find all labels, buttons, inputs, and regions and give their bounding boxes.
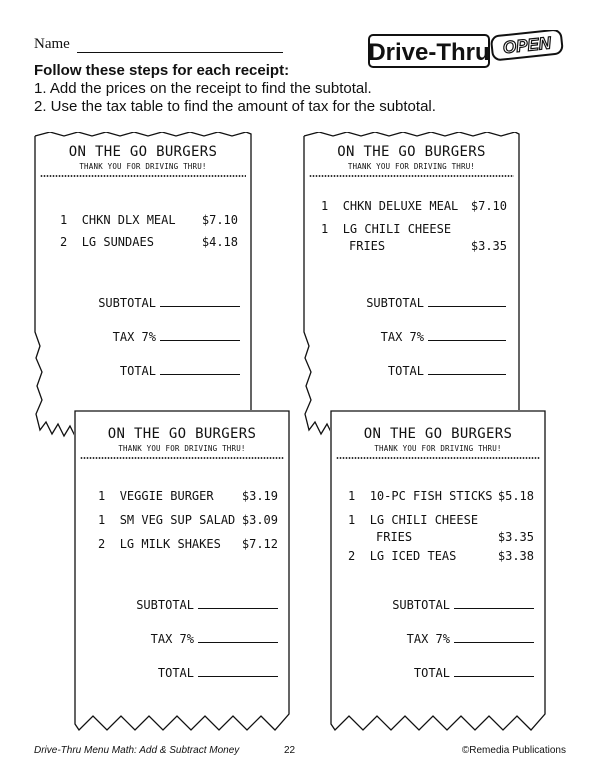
item-name: LG MILK SHAKES bbox=[119, 537, 221, 551]
item-qty: 2 bbox=[98, 537, 106, 551]
footer-title: Drive-Thru Menu Math: Add & Subtract Money bbox=[34, 745, 240, 756]
receipt-item bbox=[348, 548, 534, 565]
tax-field[interactable] bbox=[407, 632, 534, 646]
item-name-cont: FRIES bbox=[376, 530, 413, 544]
page-number: 22 bbox=[284, 745, 296, 756]
item-qty: 1 bbox=[98, 489, 106, 503]
receipt-divider bbox=[80, 456, 284, 460]
receipt-3 bbox=[74, 410, 290, 732]
receipt-divider bbox=[336, 456, 540, 460]
item-name: CHKN DLX MEAL bbox=[81, 213, 176, 227]
item-qty: 1 bbox=[321, 222, 329, 236]
item-name: CHKN DELUXE MEAL bbox=[342, 199, 459, 213]
item-qty: 2 bbox=[60, 235, 68, 249]
item-qty: 1 bbox=[98, 513, 106, 527]
tax-label: TAX 7% bbox=[406, 632, 450, 646]
receipt-title: ON THE GO BURGERS bbox=[107, 426, 257, 442]
logo-open-badge: OPEN bbox=[501, 33, 552, 58]
receipt-2 bbox=[303, 132, 520, 446]
instructions bbox=[34, 62, 574, 116]
receipt-item bbox=[60, 234, 238, 251]
total-field[interactable] bbox=[388, 364, 506, 378]
tax-field[interactable] bbox=[113, 330, 240, 344]
receipt-divider bbox=[309, 174, 514, 178]
total-label: TOTAL bbox=[119, 364, 156, 378]
receipt-item bbox=[321, 221, 507, 255]
receipt-item bbox=[348, 512, 534, 546]
subtotal-field[interactable] bbox=[366, 296, 506, 310]
item-name: LG CHILI CHEESE bbox=[369, 513, 479, 527]
receipt-thanks: THANK YOU FOR DRIVING THRU! bbox=[347, 162, 476, 171]
name-label: Name bbox=[34, 36, 70, 52]
name-blank[interactable] bbox=[77, 52, 283, 53]
item-qty: 2 bbox=[348, 549, 356, 563]
total-label: TOTAL bbox=[413, 666, 450, 680]
receipt-thanks: THANK YOU FOR DRIVING THRU! bbox=[118, 444, 246, 453]
receipt-4 bbox=[330, 410, 546, 732]
receipt-item bbox=[60, 212, 238, 229]
receipt-paper bbox=[34, 132, 252, 446]
item-name: LG SUNDAES bbox=[81, 235, 154, 249]
subtotal-field[interactable] bbox=[98, 296, 240, 310]
item-price: $3.35 bbox=[470, 239, 507, 253]
tax-label: TAX 7% bbox=[112, 330, 156, 344]
tax-field[interactable] bbox=[381, 330, 506, 344]
subtotal-label: SUBTOTAL bbox=[392, 598, 450, 612]
subtotal-label: SUBTOTAL bbox=[98, 296, 156, 310]
item-name: LG ICED TEAS bbox=[369, 549, 457, 563]
subtotal-field[interactable] bbox=[136, 598, 278, 612]
receipt-title: ON THE GO BURGERS bbox=[337, 144, 486, 160]
footer-publisher: ©Remedia Publications bbox=[461, 745, 566, 756]
item-price: $3.19 bbox=[241, 489, 278, 503]
total-label: TOTAL bbox=[157, 666, 194, 680]
item-price: $4.18 bbox=[201, 235, 238, 249]
instruction-step-2: 2. Use the tax table to find the amount of tax for the subtotal. bbox=[34, 98, 436, 115]
tax-label: TAX 7% bbox=[150, 632, 194, 646]
item-price: $3.38 bbox=[497, 549, 534, 563]
instructions-heading: Follow these steps for each receipt: bbox=[34, 62, 290, 79]
total-label: TOTAL bbox=[387, 364, 424, 378]
tax-label: TAX 7% bbox=[380, 330, 424, 344]
item-name: LG CHILI CHEESE bbox=[342, 222, 452, 236]
item-qty: 1 bbox=[60, 213, 68, 227]
item-price: $7.10 bbox=[201, 213, 238, 227]
receipt-item bbox=[348, 488, 534, 505]
receipt-item bbox=[98, 536, 278, 553]
item-qty: 1 bbox=[321, 199, 329, 213]
receipt-thanks: THANK YOU FOR DRIVING THRU! bbox=[79, 162, 207, 171]
item-qty: 1 bbox=[348, 489, 356, 503]
item-price: $3.35 bbox=[497, 530, 534, 544]
receipt-item bbox=[321, 198, 507, 215]
item-price: $5.18 bbox=[497, 489, 534, 503]
receipt-divider bbox=[40, 174, 246, 178]
logo-text: Drive-Thru bbox=[368, 39, 490, 66]
receipt-item bbox=[98, 488, 278, 505]
total-field[interactable] bbox=[120, 364, 240, 378]
item-price: $7.10 bbox=[470, 199, 507, 213]
total-field[interactable] bbox=[158, 666, 278, 680]
tax-field[interactable] bbox=[151, 632, 278, 646]
item-name: 10-PC FISH STICKS bbox=[369, 489, 493, 503]
subtotal-label: SUBTOTAL bbox=[366, 296, 424, 310]
receipt-paper bbox=[303, 132, 520, 446]
subtotal-field[interactable] bbox=[392, 598, 534, 612]
item-price: $3.09 bbox=[241, 513, 278, 527]
item-qty: 1 bbox=[348, 513, 356, 527]
receipt-title: ON THE GO BURGERS bbox=[363, 426, 513, 442]
receipt-1 bbox=[34, 132, 252, 446]
receipt-title: ON THE GO BURGERS bbox=[68, 144, 218, 160]
item-name-cont: FRIES bbox=[349, 239, 386, 253]
item-name: VEGGIE BURGER bbox=[119, 489, 214, 503]
subtotal-label: SUBTOTAL bbox=[136, 598, 194, 612]
item-price: $7.12 bbox=[241, 537, 278, 551]
total-field[interactable] bbox=[414, 666, 534, 680]
instruction-step-1: 1. Add the prices on the receipt to find the subtotal. bbox=[34, 80, 372, 97]
item-name: SM VEG SUP SALAD bbox=[119, 513, 236, 527]
receipt-thanks: THANK YOU FOR DRIVING THRU! bbox=[374, 444, 502, 453]
receipt-item bbox=[98, 512, 278, 529]
